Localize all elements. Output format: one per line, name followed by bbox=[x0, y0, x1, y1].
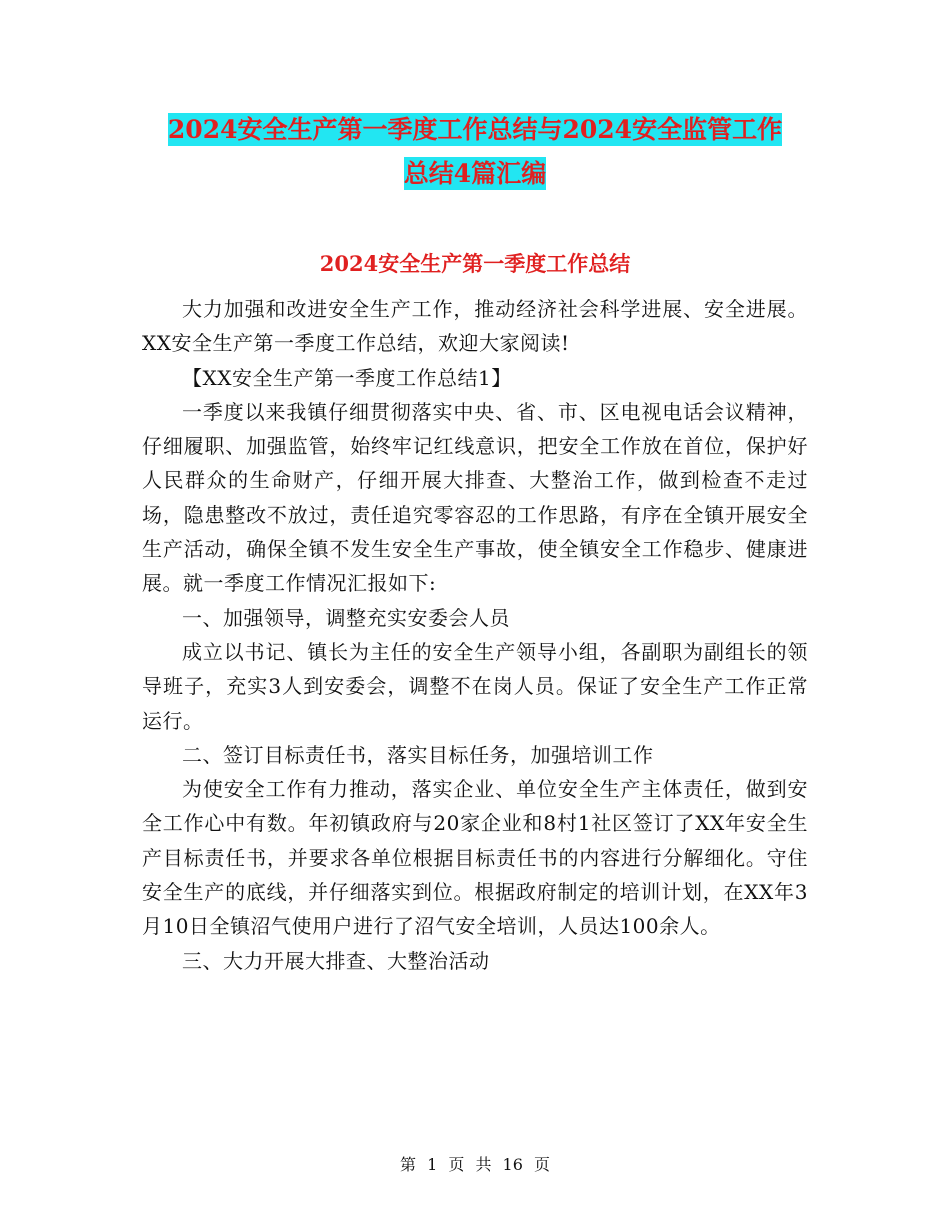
subheading-3: 三、大力开展大排查、大整治活动 bbox=[182, 948, 490, 973]
body-paragraph: 为使安全工作有力推动，落实企业、单位安全生产主体责任，做到安全工作心中有数。年初镇政府与20家企业和8村1社区签订了XX年安全生产目标责任书，并要求各单位根据目标责任书的内容进行分解细化。守住安全生产的底线，并仔细落实到位。根据政府制定的培训计划，在XX年3月10日全镇沼气使用户进行了沼气安全培训，人员达100余人。 bbox=[142, 777, 808, 939]
page-footer: 第 1 页 共 16 页 bbox=[400, 1155, 550, 1174]
section-title: 2024安全生产第一季度工作总结 bbox=[319, 251, 631, 276]
subheading-2: 二、签订目标责任书，落实目标任务，加强培训工作 bbox=[182, 742, 654, 767]
subheading-1: 一、加强领导，调整充实安委会人员 bbox=[182, 605, 510, 630]
document-title bbox=[0, 108, 950, 196]
document-body bbox=[142, 292, 808, 978]
body-paragraph: 一季度以来我镇仔细贯彻落实中央、省、市、区电视电话会议精神，仔细履职、加强监管，始终牢记红线意识，把安全工作放在首位，保护好人民群众的生命财产，仔细开展大排查、大整治工作，做到检查不走过场，隐患整改不放过，责任追究零容忍的工作思路，有序在全镇开展安全生产活动，确保全镇不发生安全生产事故，使全镇安全工作稳步、健康进展。就一季度工作情况汇报如下: bbox=[142, 399, 808, 596]
body-paragraph: 成立以书记、镇长为主任的安全生产领导小组，各副职为副组长的领导班子，充实3人到安委会，调整不在岗人员。保证了安全生产工作正常运行。 bbox=[142, 639, 808, 733]
document-title-line-1: 2024安全生产第一季度工作总结与2024安全监管工作 bbox=[167, 115, 783, 144]
summary-heading: 【XX安全生产第一季度工作总结1】 bbox=[182, 365, 512, 390]
intro-paragraph: 大力加强和改进安全生产工作，推动经济社会科学进展、安全进展。XX安全生产第一季度工作总结，欢迎大家阅读! bbox=[142, 297, 808, 356]
document-title-line-2: 总结4篇汇编 bbox=[403, 159, 547, 188]
